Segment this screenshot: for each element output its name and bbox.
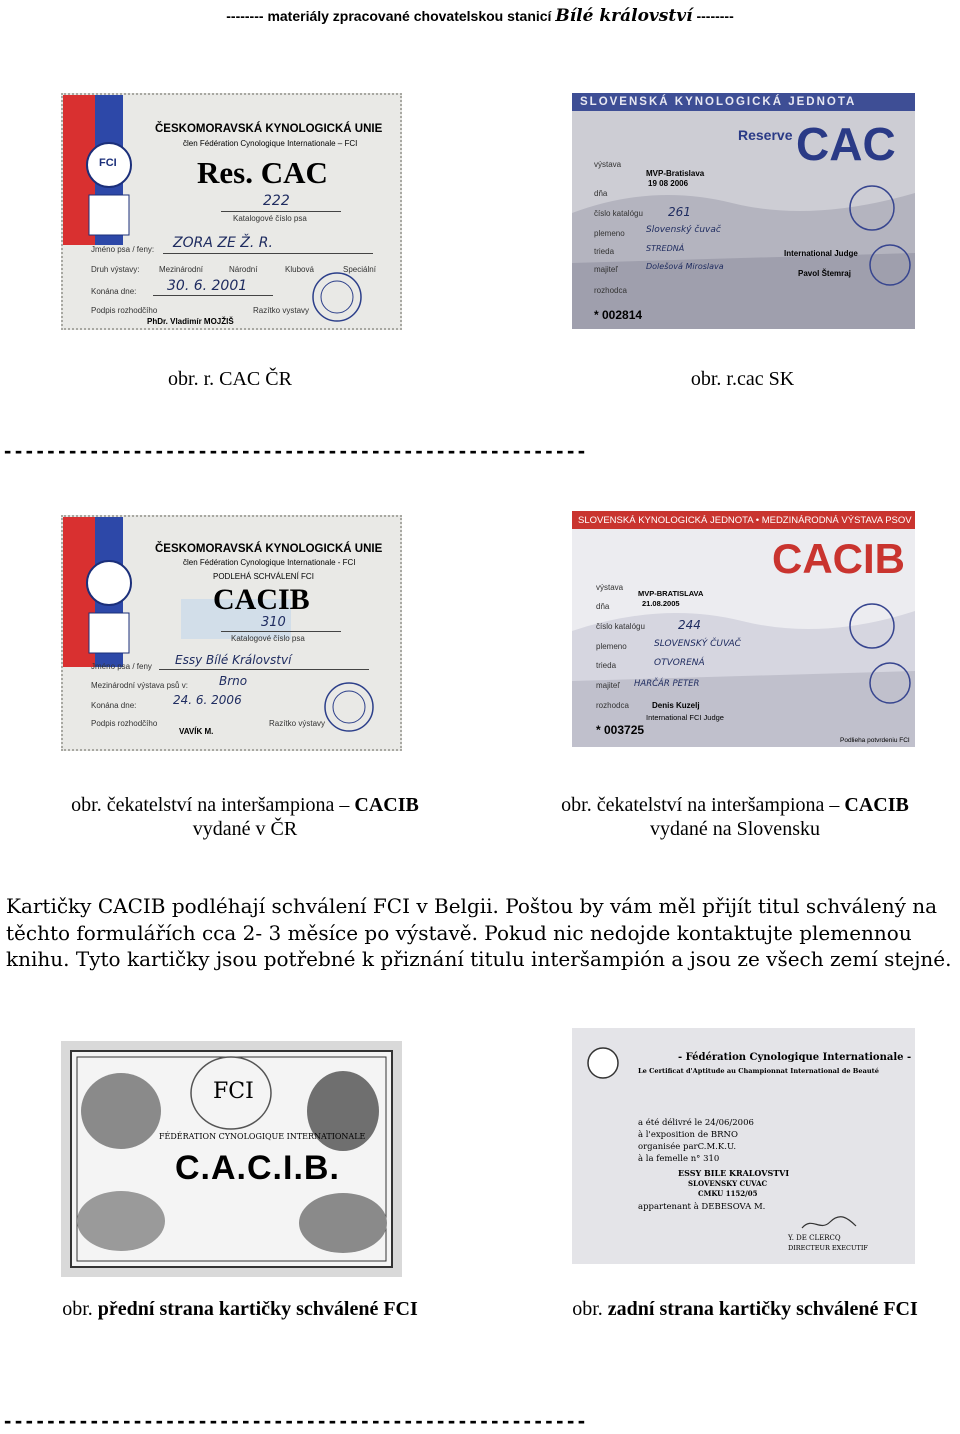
card-catalog-label: Katalogové číslo psa	[233, 214, 307, 223]
card-catalog-label: Katalogové číslo psa	[231, 634, 305, 643]
class-value: OTVORENÁ	[654, 658, 705, 668]
caption-res-cac-cz: obr. r. CAC ČR	[168, 368, 292, 390]
card-signature-label: Podpis rozhodčího	[91, 306, 158, 315]
caption-cacib-sk-line2: vydané na Slovensku	[650, 818, 820, 840]
card-approval: PODLEHÁ SCHVÁLENÍ FCI	[213, 572, 314, 581]
show-value: MVP-Bratislava	[646, 169, 705, 178]
back-dog-reg: CMKU 1152/05	[698, 1189, 758, 1198]
field-catalog: číslo katalógu	[596, 622, 645, 631]
breed-value: Slovenský čuvač	[646, 225, 721, 235]
header-dashes-left: --------	[226, 8, 264, 24]
card-org: SLOVENSKÁ KYNOLOGICKÁ JEDNOTA	[580, 96, 857, 108]
card-signature-label: Podpis rozhodčího	[91, 719, 158, 728]
caption-dash: –	[829, 794, 840, 816]
card-award: Res. CAC	[197, 155, 328, 190]
date-value: 19 08 2006	[648, 179, 689, 188]
field-owner: majiteľ	[594, 265, 618, 274]
card-judge: VAVÍK M.	[179, 727, 214, 736]
caption-fci-back	[530, 1297, 960, 1321]
back-director: Y. DE CLERCQ	[788, 1234, 841, 1242]
breed-value: SLOVENSKÝ ČUVAČ	[654, 639, 741, 649]
caption-cacib-sk	[530, 793, 940, 841]
card-award: CACIB	[772, 535, 905, 582]
res-cac-cz-card	[61, 93, 402, 330]
card-date-label: Konána dne:	[91, 701, 137, 710]
card-serial: * 002814	[594, 308, 643, 322]
catalog-value: 261	[668, 205, 691, 219]
field-breed: plemeno	[596, 642, 627, 651]
card-award: CAC	[796, 118, 896, 170]
show-type-national: Národní	[229, 265, 258, 274]
card-catalog-value: 310	[261, 615, 286, 630]
card-award: CACIB	[213, 583, 310, 616]
field-owner: majiteľ	[596, 681, 620, 690]
field-show: výstava	[596, 583, 624, 592]
back-director-title: DIRECTEUR EXECUTIF	[788, 1244, 868, 1252]
card-member: člen Fédération Cynologique Internationale - FCI	[183, 558, 356, 567]
res-cac-sk-card	[572, 93, 915, 329]
caption-fci-front-prefix: obr.	[62, 1298, 93, 1320]
caption-fci-front	[20, 1297, 460, 1321]
judge-label: International FCI Judge	[646, 713, 724, 722]
cacib-cz-card	[61, 515, 402, 751]
card-date-value: 24. 6. 2006	[173, 693, 242, 707]
field-show: výstava	[594, 160, 622, 169]
fci-award: C.A.C.I.B.	[175, 1149, 340, 1187]
back-line-2: à l'exposition de BRNO	[638, 1130, 738, 1140]
caption-cacib-cz-line2: vydané v ČR	[192, 818, 298, 840]
card-show-value: Brno	[219, 674, 248, 688]
card-name-value: Essy Bílé Království	[175, 653, 292, 667]
card-catalog-value: 222	[263, 193, 290, 209]
stamp-graphic	[303, 267, 373, 327]
caption-fci-front-bold: přední strana kartičky schválené FCI	[97, 1298, 418, 1320]
judge-name: Pavol Štemraj	[798, 269, 851, 278]
card-stamp-label: Razítko výstavy	[269, 719, 326, 728]
field-date: dňa	[594, 189, 608, 198]
card-name-label: Jméno psa / feny:	[91, 245, 155, 254]
caption-fci-back-prefix: obr.	[572, 1298, 603, 1320]
show-type-special: Speciální	[343, 265, 376, 274]
card-member: člen Fédération Cynologique Internationale – FCI	[183, 139, 358, 148]
card-serial: * 003725	[596, 723, 645, 737]
back-line-4: à la femelle n° 310	[638, 1154, 720, 1164]
back-subtitle: Le Certificat d'Aptitude au Championnat International de Beauté	[638, 1067, 879, 1075]
signature-graphic	[800, 1214, 860, 1234]
card-show-type-label: Druh výstavy:	[91, 265, 140, 274]
card-date-value: 30. 6. 2001	[167, 278, 248, 294]
caption-cacib-sk-text: obr. čekatelství na interšampiona	[561, 794, 825, 816]
owner-value: Dolešová Miroslava	[646, 262, 724, 271]
back-line-3: organisée parC.M.K.U.	[638, 1142, 737, 1152]
field-breed: plemeno	[594, 229, 625, 238]
card-reserve: Reserve	[738, 127, 793, 143]
field-judge: rozhodca	[596, 701, 629, 710]
header-text: materiály zpracované chovatelskou stanicí	[267, 8, 552, 24]
bottom-separator: ------------------------------------------------------	[4, 1408, 589, 1433]
caption-dash: –	[339, 794, 350, 816]
fci-seal-icon	[586, 1046, 620, 1080]
catalog-value: 244	[678, 618, 701, 632]
judge-name: Denis Kuzelj	[652, 701, 700, 710]
card-name-value: ZORA ZE Ž. R.	[173, 235, 273, 251]
field-date: dňa	[596, 602, 610, 611]
show-value: MVP-BRATISLAVA	[638, 589, 704, 598]
judge-label: International Judge	[784, 249, 858, 258]
field-catalog: číslo katalógu	[594, 209, 643, 218]
caption-cacib-cz-text: obr. čekatelství na interšampiona	[71, 794, 335, 816]
card-show-label: Mezinárodní výstava psů v:	[91, 681, 188, 690]
back-dog-breed: SLOVENSKY CUVAC	[688, 1179, 768, 1188]
card-date-label: Konána dne:	[91, 287, 137, 296]
header-dashes-right: --------	[696, 8, 734, 24]
section-separator: ------------------------------------------------------	[4, 438, 589, 463]
show-type-club: Klubová	[285, 265, 314, 274]
field-class: trieda	[594, 247, 615, 256]
caption-cacib-cz	[40, 793, 450, 841]
card-logo-text: FCI	[99, 157, 117, 169]
date-value: 21.08.2005	[642, 599, 680, 608]
back-dog-name: ESSY BILE KRALOVSTVI	[678, 1168, 790, 1178]
class-value: STREDNÁ	[646, 244, 685, 253]
caption-cacib-cz-bold: CACIB	[354, 794, 419, 816]
card-name-label: Jméno psa / feny	[91, 662, 152, 671]
kennel-name: Bílé království	[555, 6, 693, 26]
stamp-graphic	[315, 677, 385, 737]
caption-fci-back-bold: zadní strana kartičky schválené FCI	[607, 1298, 918, 1320]
card-footer: Podlieha potvrdeniu FCI	[840, 737, 910, 744]
fci-front-card	[61, 1041, 402, 1277]
caption-cacib-sk-bold: CACIB	[844, 794, 909, 816]
card-stamp-label: Razítko vystavy	[253, 306, 310, 315]
field-class: trieda	[596, 661, 617, 670]
card-org: SLOVENSKÁ KYNOLOGICKÁ JEDNOTA • MEDZINÁRODNÁ VÝSTAVA PSOV	[578, 515, 912, 526]
card-org: ČESKOMORAVSKÁ KYNOLOGICKÁ UNIE	[155, 543, 383, 555]
show-type-intl: Mezinárodní	[159, 265, 204, 274]
back-line-1: a été délivré le 24/06/2006	[638, 1118, 754, 1128]
body-paragraph: Kartičky CACIB podléhají schválení FCI v Belgii. Poštou by vám měl přijít titul schválený na těchto formulářích cca 2- 3 měsíce po výstavě. Pokud nic nedojde kontaktujte plemennou knihu. Tyto kartičky jsou potřebné k přiznání titulu interšampión a jsou ze všech zemí stejné.	[6, 894, 952, 971]
card-judge: PhDr. Vladimír MOJŽIŠ	[147, 317, 234, 326]
fci-logo: FCI	[213, 1079, 254, 1104]
caption-res-cac-sk: obr. r.cac SK	[690, 368, 795, 390]
back-title: - Fédération Cynologique Internationale -	[678, 1052, 912, 1063]
fci-back-card	[572, 1028, 915, 1264]
fci-federation: FÉDÉRATION CYNOLOGIQUE INTERNATIONALE	[159, 1132, 366, 1141]
field-judge: rozhodca	[594, 286, 627, 295]
page-header	[0, 6, 960, 26]
back-owner: appartenant à DEBESOVA M.	[638, 1202, 766, 1212]
cacib-sk-card	[572, 511, 915, 747]
owner-value: HARČÁR PETER	[634, 679, 700, 689]
card-org: ČESKOMORAVSKÁ KYNOLOGICKÁ UNIE	[155, 123, 383, 135]
